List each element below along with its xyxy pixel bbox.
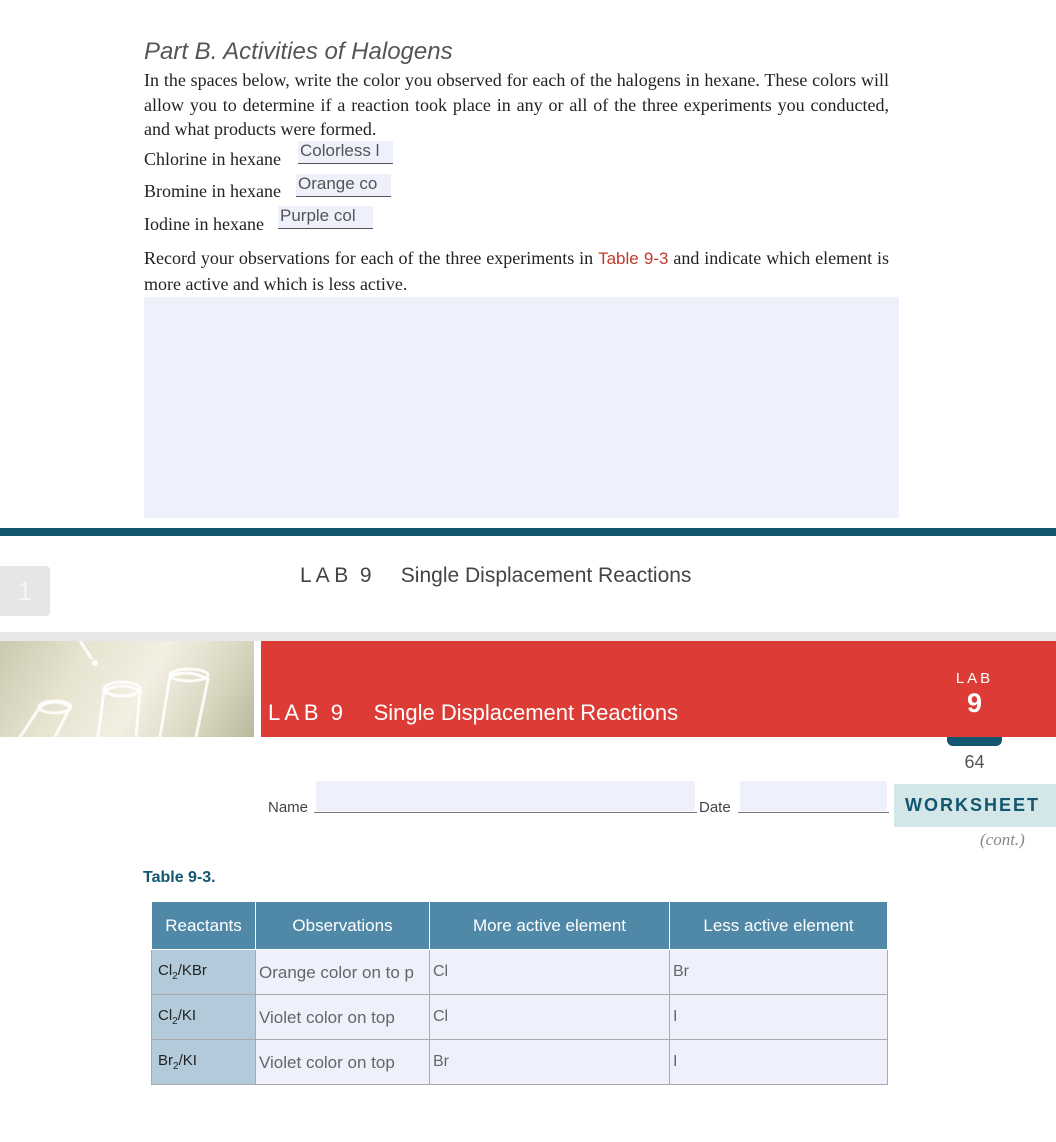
iodine-color-field[interactable]: Purple col — [278, 206, 373, 229]
less-active-cell[interactable]: Br — [670, 950, 888, 995]
more-active-cell[interactable]: Br — [430, 1040, 670, 1085]
bromine-color-field[interactable]: Orange co — [296, 174, 391, 197]
record-text-after: and indicate which element is more active and which is less active. — [144, 248, 890, 294]
lab-tab — [947, 737, 1002, 746]
table-header-row — [152, 902, 888, 950]
name-input[interactable] — [316, 781, 695, 811]
less-active-cell[interactable]: I — [670, 995, 888, 1040]
header-observations: Observations — [256, 902, 430, 950]
table-9-3-link[interactable]: Table 9-3 — [598, 249, 669, 268]
less-active-cell[interactable]: I — [670, 1040, 888, 1085]
observations-answer-box[interactable] — [144, 297, 899, 518]
date-underline — [738, 812, 889, 813]
halogen: Br — [158, 1052, 173, 1069]
part-b-intro: In the spaces below, write the color you observed for each of the halogens in hexane. These colors will allow you to determine if a reaction took place in any or all of the three experiments you conducted, and what products were formed. — [144, 70, 889, 139]
name-label: Name — [268, 799, 309, 816]
continued-label: (cont.) — [980, 830, 1025, 849]
iodine-label: Iodine in hexane — [144, 214, 264, 234]
header-reactants: Reactants — [152, 902, 256, 950]
observation-cell[interactable]: Orange color on to p — [256, 950, 430, 995]
date-input[interactable] — [740, 781, 887, 811]
test-tubes-image — [0, 641, 254, 737]
reactants-cell — [152, 995, 256, 1040]
more-active-cell[interactable]: Cl — [430, 950, 670, 995]
observation-cell[interactable]: Violet color on top — [256, 995, 430, 1040]
subscript: 2 — [173, 1061, 179, 1072]
table-caption: Table 9-3. — [143, 869, 216, 886]
more-active-cell[interactable]: Cl — [430, 995, 670, 1040]
subscript: 2 — [172, 1016, 178, 1027]
lab-label: LAB — [955, 670, 994, 687]
page-number: 64 — [964, 752, 985, 772]
lab-banner-title: L A B 9 Single Displacement Reactions — [268, 700, 679, 725]
observation-cell[interactable]: Violet color on top — [256, 1040, 430, 1085]
salt: /KI — [178, 1052, 197, 1069]
worksheet-label: WORKSHEET — [894, 784, 1056, 827]
reactants-cell — [152, 1040, 256, 1085]
table-row — [152, 995, 888, 1040]
header-more-active: More active element — [430, 902, 670, 950]
halogen: Cl — [158, 1007, 173, 1024]
running-head: L A B 9 Single Displacement Reactions — [300, 564, 692, 587]
page-divider — [0, 528, 1056, 536]
table-row — [152, 1040, 888, 1085]
chlorine-color-field[interactable]: Colorless l — [298, 141, 393, 164]
header-strip — [0, 632, 1056, 641]
record-instructions — [144, 246, 889, 296]
name-underline — [314, 812, 697, 813]
table-row — [152, 950, 888, 995]
date-label: Date — [699, 799, 731, 816]
page-tab[interactable]: 1 — [0, 566, 50, 616]
salt: /KBr — [177, 962, 207, 979]
record-text-before: Record your observations for each of the three experiments in — [144, 248, 594, 268]
lab-number: 9 — [966, 688, 983, 718]
subscript: 2 — [172, 971, 178, 982]
halogen: Cl — [158, 962, 173, 979]
reactants-cell — [152, 950, 256, 995]
part-b-title: Part B. Activities of Halogens — [144, 38, 453, 65]
halogen-activity-table — [151, 901, 888, 1085]
salt: /KI — [177, 1007, 197, 1024]
chlorine-row — [144, 149, 281, 170]
bromine-label: Bromine in hexane — [144, 181, 281, 201]
bromine-row — [144, 181, 281, 202]
iodine-row — [144, 214, 264, 235]
chlorine-label: Chlorine in hexane — [144, 149, 281, 169]
header-less-active: Less active element — [670, 902, 888, 950]
